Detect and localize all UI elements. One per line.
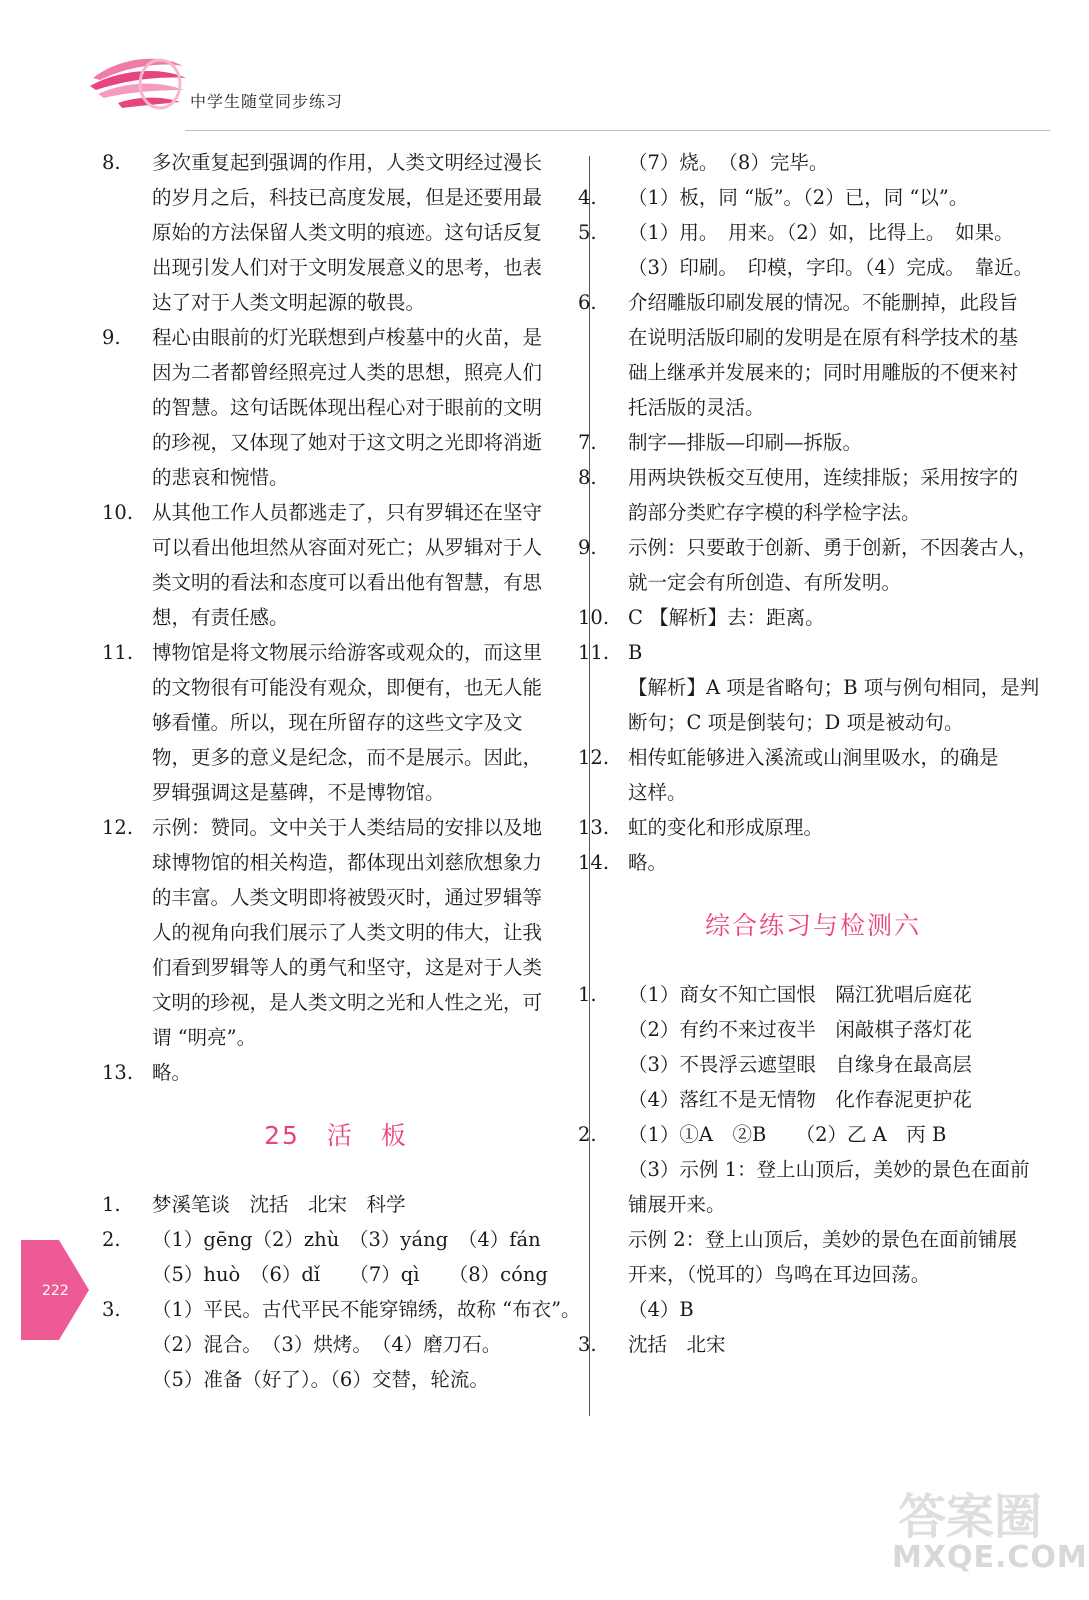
answer-item <box>578 1117 1048 1327</box>
answer-line: 【解析】A 项是省略句；B 项与例句相同，是判 <box>628 676 1040 699</box>
answer-line: 谓 “明亮”。 <box>152 1026 257 1049</box>
answer-number: 1. <box>578 983 597 1006</box>
answer-item <box>102 1055 570 1090</box>
answer-line: 博物馆是将文物展示给游客或观众的，而这里 <box>152 641 543 664</box>
answer-line: 从其他工作人员都逃走了，只有罗辑还在坚守 <box>152 501 543 524</box>
answer-line: （5）准备（好了）。（6）交替，轮流。 <box>152 1368 489 1391</box>
answer-line: 文明的珍视，是人类文明之光和人性之光，可 <box>152 991 543 1014</box>
answer-line: 示例：只要敢于创新、勇于创新，不因袭古人， <box>628 536 1038 559</box>
answer-item <box>102 635 570 810</box>
answer-line: 类文明的看法和态度可以看出他有智慧，有思 <box>152 571 543 594</box>
answer-line: （3）印刷。 印模，字印。（4）完成。 靠近。 <box>628 256 1034 279</box>
answer-line: （4）B <box>628 1298 694 1321</box>
answer-line: 的岁月之后，科技已高度发展，但是还要用最 <box>152 186 543 209</box>
answer-line: 想，有责任感。 <box>152 606 289 629</box>
answer-line: 的珍视，又体现了她对于这文明之光即将消逝 <box>152 431 543 454</box>
answer-line: 达了对于人类文明起源的敬畏。 <box>152 291 426 314</box>
answer-line: 物，更多的意义是纪念，而不是展示。因此， <box>152 746 543 769</box>
answer-line: 制字—排版—印刷—拆版。 <box>628 431 863 454</box>
answer-item <box>578 635 1048 740</box>
answer-item <box>578 977 1048 1117</box>
left-answers-2 <box>102 1187 581 1397</box>
answer-line: 示例 2：登上山顶后，美妙的景色在面前铺展 <box>628 1228 1018 1251</box>
answer-number: 6. <box>578 291 597 314</box>
answer-item <box>102 1187 570 1222</box>
answer-line: 的悲哀和惋惜。 <box>152 466 289 489</box>
header-rule <box>185 130 1050 131</box>
answer-item <box>578 600 1048 635</box>
answer-number: 11. <box>102 641 134 664</box>
right-answers-2 <box>578 977 1048 1362</box>
swirl-logo-icon <box>88 48 188 112</box>
answer-line: 人的视角向我们展示了人类文明的伟大，让我 <box>152 921 543 944</box>
answer-item <box>578 215 1048 285</box>
answer-line: （1）gēng（2）zhù （3）yáng （4）fán <box>152 1228 541 1251</box>
answer-line: 断句；C 项是倒装句；D 项是被动句。 <box>628 711 964 734</box>
answer-number: 7. <box>578 431 597 454</box>
answer-item <box>578 740 1048 810</box>
answer-item <box>578 1327 1048 1362</box>
answer-line: 这样。 <box>628 781 687 804</box>
answer-line: 用两块铁板交互使用，连续排版；采用按字的 <box>628 466 1019 489</box>
answer-line: 们看到罗辑等人的勇气和坚守，这是对于人类 <box>152 956 543 979</box>
answer-line: 程心由眼前的灯光联想到卢梭墓中的火苗，是 <box>152 326 543 349</box>
watermark-text: MXQE.COM <box>892 1540 1088 1575</box>
answer-line: 因为二者都曾经照亮过人类的思想，照亮人们 <box>152 361 543 384</box>
answer-line: 在说明活版印刷的发明是在原有科学技术的基 <box>628 326 1019 349</box>
answer-number: 14. <box>578 851 610 874</box>
answer-line: 略。 <box>152 1061 192 1084</box>
answer-number: 12. <box>578 746 610 769</box>
answer-line: 略。 <box>628 851 668 874</box>
answer-number: 1. <box>102 1193 121 1216</box>
answer-line: 的智慧。这句话既体现出程心对于眼前的文明 <box>152 396 543 419</box>
section-title-25: 25 活 板 <box>264 1121 408 1150</box>
answer-line: （1）用。 用来。（2）如，比得上。 如果。 <box>628 221 1014 244</box>
answer-item <box>578 180 1048 215</box>
answer-line: （2）有约不来过夜半 闲敲棋子落灯花 <box>628 1018 972 1041</box>
answer-line: 出现引发人们对于文明发展意义的思考，也表 <box>152 256 543 279</box>
section-title-exercise-6: 综合练习与检测六 <box>704 911 921 940</box>
answer-line: （2）混合。 （3）烘烤。 （4）磨刀石。 <box>152 1333 502 1356</box>
answer-number: 8. <box>102 151 121 174</box>
answer-line: C 【解析】去：距离。 <box>628 606 825 629</box>
left-column <box>102 145 581 1397</box>
answer-line: 韵部分类贮存字模的科学检字法。 <box>628 501 921 524</box>
answer-line: 示例：赞同。文中关于人类结局的安排以及地 <box>152 816 543 839</box>
answer-number: 4. <box>578 186 597 209</box>
answer-number: 10. <box>102 501 134 524</box>
answer-line: 沈括 北宋 <box>628 1333 726 1356</box>
answer-number: 3. <box>578 1333 597 1356</box>
answer-number: 5. <box>578 221 597 244</box>
answer-line: （7）烧。 （8）完毕。 <box>628 151 829 174</box>
answer-line: 铺展开来。 <box>628 1193 726 1216</box>
page-number: 222 <box>42 1283 69 1299</box>
answer-line: 就一定会有所创造、有所发明。 <box>628 571 902 594</box>
answer-line: 开来，（悦耳的）鸟鸣在耳边回荡。 <box>628 1263 931 1286</box>
answer-item <box>578 810 1048 845</box>
answer-number: 13. <box>102 1061 134 1084</box>
answer-number: 2. <box>102 1228 121 1251</box>
header-title: 中学生随堂同步练习 <box>190 92 344 111</box>
answer-number: 12. <box>102 816 134 839</box>
answer-item <box>102 145 570 320</box>
answer-item <box>578 425 1048 460</box>
answer-item <box>102 1292 581 1397</box>
page-header <box>0 0 1089 140</box>
answer-line: （5）huò （6）dǐ （7）qì （8）cóng <box>152 1263 548 1286</box>
answer-line: （1）平民。古代平民不能穿锦绣，故称 “布衣”。 <box>152 1298 581 1321</box>
answer-number: 9. <box>102 326 121 349</box>
answer-item <box>102 810 570 1055</box>
answer-line: （1）①A ②B （2）乙 A 丙 B <box>628 1123 947 1146</box>
answer-number: 11. <box>578 641 610 664</box>
right-answers <box>578 145 1048 880</box>
answer-line: （3）不畏浮云遮望眼 自缘身在最高层 <box>628 1053 972 1076</box>
answer-item <box>578 845 1048 880</box>
answer-line: （1）商女不知亡国恨 隔江犹唱后庭花 <box>628 983 972 1006</box>
answer-item <box>578 285 1048 425</box>
answer-line: 可以看出他坦然从容面对死亡；从罗辑对于人 <box>152 536 543 559</box>
answer-line: 多次重复起到强调的作用，人类文明经过漫长 <box>152 151 543 174</box>
answer-line: 的丰富。人类文明即将被毁灭时，通过罗辑等 <box>152 886 543 909</box>
answer-line: 础上继承并发展来的；同时用雕版的不便来衬 <box>628 361 1019 384</box>
answer-line: 相传虹能够进入溪流或山涧里吸水，的确是 <box>628 746 999 769</box>
answer-line: 罗辑强调这是墓碑，不是博物馆。 <box>152 781 445 804</box>
watermark-logo-text: 答案圈 <box>898 1489 1043 1545</box>
answer-line: 虹的变化和形成原理。 <box>628 816 824 839</box>
answer-number: 9. <box>578 536 597 559</box>
answer-number: 13. <box>578 816 610 839</box>
left-answers <box>102 145 570 1090</box>
answer-line: 球博物馆的相关构造，都体现出刘慈欣想象力 <box>152 851 543 874</box>
answer-item <box>578 530 1048 600</box>
answer-line: B <box>628 641 643 664</box>
answer-line: 介绍雕版印刷发展的情况。不能删掉，此段旨 <box>628 291 1019 314</box>
answer-item <box>578 145 1048 180</box>
answer-number: 8. <box>578 466 597 489</box>
answer-number: 3. <box>102 1298 121 1321</box>
answer-line: 梦溪笔谈 沈括 北宋 科学 <box>152 1193 406 1216</box>
answer-line: （3）示例 1：登上山顶后，美妙的景色在面前 <box>628 1158 1030 1181</box>
answer-line: 托活版的灵活。 <box>628 396 765 419</box>
answer-line: （1）板，同 “版”。（2）已，同 “以”。 <box>628 186 969 209</box>
answer-number: 10. <box>578 606 610 629</box>
right-column <box>578 145 1048 1362</box>
answer-line: 的文物很有可能没有观众，即便有，也无人能 <box>152 676 543 699</box>
answer-item <box>102 320 570 495</box>
answer-line: 够看懂。所以，现在所留存的这些文字及文 <box>152 711 523 734</box>
answer-line: 原始的方法保留人类文明的痕迹。这句话反复 <box>152 221 543 244</box>
answer-number: 2. <box>578 1123 597 1146</box>
answer-item <box>578 460 1048 530</box>
answer-item <box>102 1222 570 1292</box>
answer-line: （4）落红不是无情物 化作春泥更护花 <box>628 1088 972 1111</box>
answer-item <box>102 495 570 635</box>
